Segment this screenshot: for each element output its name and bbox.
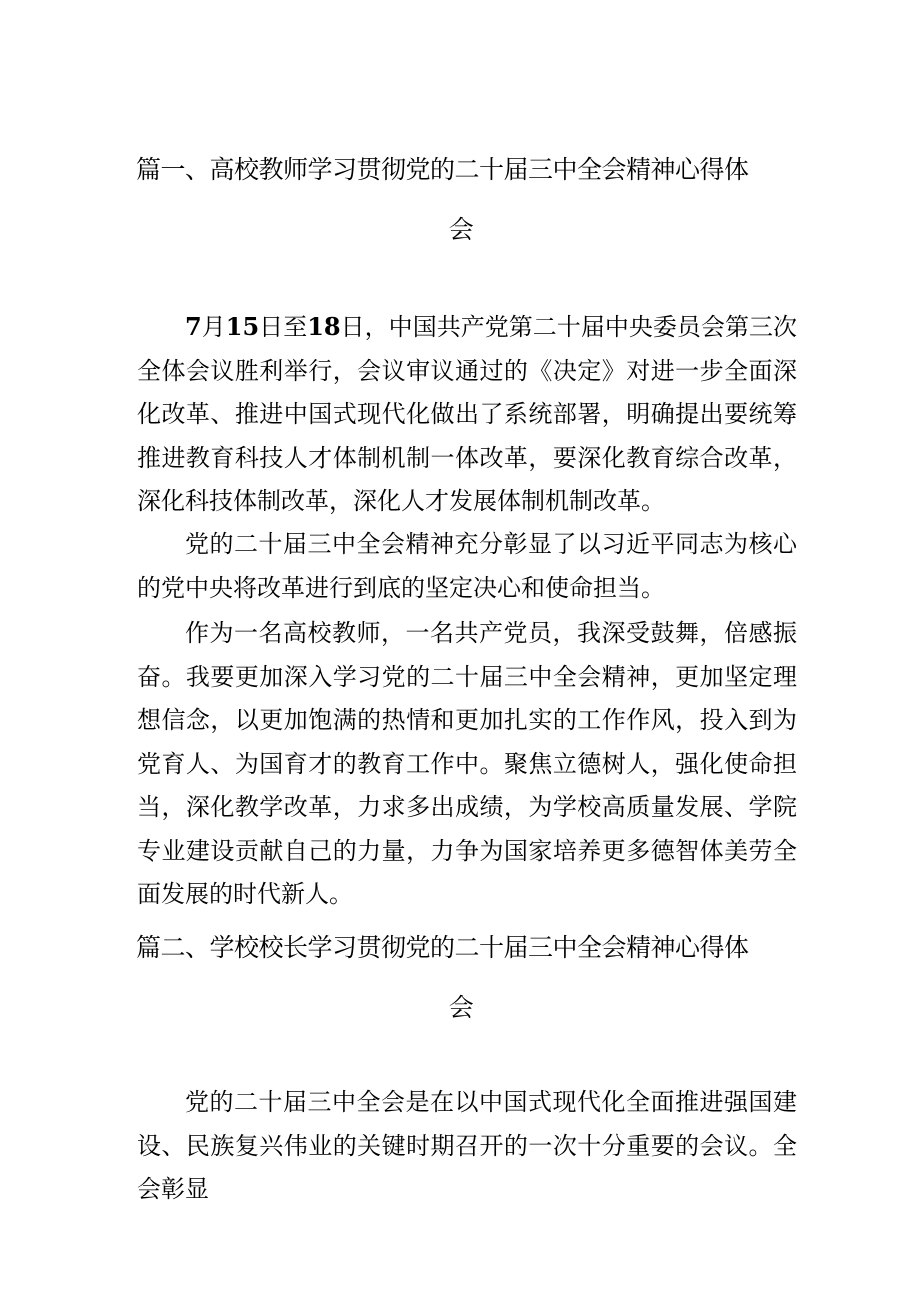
- section-2-title-line-2: 会: [448, 993, 474, 1022]
- section-2-paragraph-1: 党的二十届三中全会是在以中国式现代化全面推进强国建设、民族复兴伟业的关键时期召开的一次十分重要的会议。全会彰显: [137, 1088, 797, 1203]
- section-1-title: [136, 140, 786, 260]
- section-1-paragraph-3: 作为一名高校教师，一名共产党员，我深受鼓舞，倍感振奋。我要更加深入学习党的二十届三中全会精神，更加坚定理想信念，以更加饱满的热情和更加扎实的工作作风，投入到为党育人、为国育才的教育工作中。聚焦立德树人，强化使命担当，深化教学改革，力求多出成绩，为学校高质量发展、学院专业建设贡献自己的力量，力争为国家培养更多德智体美劳全面发展的时代新人。: [137, 619, 797, 908]
- date-month-char: 月: [201, 313, 226, 341]
- date-day-end: 18: [307, 312, 341, 341]
- section-1-paragraph-2: 党的二十届三中全会精神充分彰显了以习近平同志为核心的党中央将改革进行到底的坚定决心和使命担当。: [137, 530, 797, 602]
- section-2-title-line-1: 篇二、学校校长学习贯彻党的二十届三中全会精神心得体: [136, 933, 749, 962]
- date-day-start: 15: [225, 312, 260, 341]
- section-1-paragraph-1: [137, 305, 797, 524]
- section-2-title: [136, 918, 786, 1038]
- section-1-title-line-1: 篇一、高校教师学习贯彻党的二十届三中全会精神心得体: [136, 155, 749, 184]
- paragraph-1-text: 日，中国共产党第二十届中央委员会第三次全体会议胜利举行，会议审议通过的《决定》对进一步全面深化改革、推进中国式现代化做出了系统部署，明确提出要统筹推进教育科技人才体制机制一体改革，要深化教育综合改革，深化科技体制改革，深化人才发展体制机制改革。: [137, 313, 798, 515]
- date-range-connector: 日至: [259, 313, 308, 341]
- date-month-number: 7: [185, 312, 202, 341]
- section-1-title-line-2: 会: [448, 215, 474, 244]
